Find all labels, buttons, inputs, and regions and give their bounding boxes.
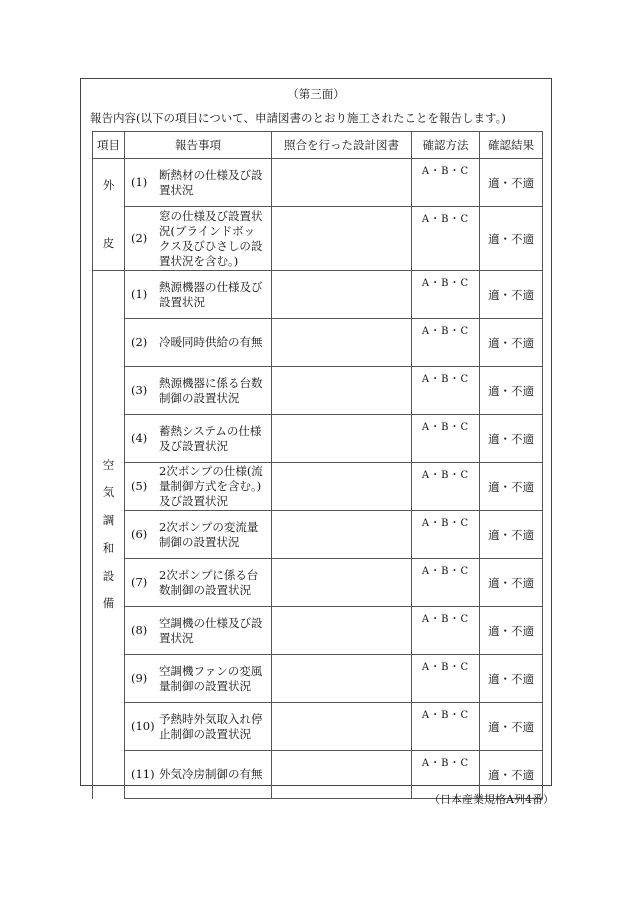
result-options[interactable]: 適・不適 [480, 703, 543, 751]
item-number: (9) [131, 671, 148, 685]
sheet-title: （第三面） [287, 87, 345, 101]
item-text: 2次ポンプの変流量制御の設置状況 [159, 519, 259, 549]
method-options[interactable]: A・B・C [412, 703, 480, 751]
design-doc-field[interactable] [272, 703, 412, 751]
table-row [93, 367, 543, 415]
design-doc-field[interactable] [272, 367, 412, 415]
design-doc-field[interactable] [272, 655, 412, 703]
table-row [93, 703, 543, 751]
item-text: 外気冷房制御の有無 [159, 767, 263, 781]
item-cell [125, 655, 272, 703]
header-result: 確認結果 [480, 132, 543, 159]
item-cell [125, 511, 272, 559]
result-options[interactable]: 適・不適 [480, 271, 543, 319]
item-number: (5) [131, 479, 148, 493]
design-doc-field[interactable] [272, 415, 412, 463]
method-options[interactable]: A・B・C [412, 655, 480, 703]
table-row [93, 207, 543, 271]
item-number: (11) [131, 767, 155, 781]
method-options[interactable]: A・B・C [412, 271, 480, 319]
table-row [93, 607, 543, 655]
result-options[interactable]: 適・不適 [480, 319, 543, 367]
item-cell [125, 159, 272, 207]
result-options[interactable]: 適・不適 [480, 655, 543, 703]
item-cell [125, 559, 272, 607]
header-category: 項目 [93, 132, 125, 159]
report-table [92, 131, 543, 799]
result-options[interactable]: 適・不適 [480, 367, 543, 415]
table-row [93, 463, 543, 511]
form-frame [80, 78, 552, 786]
table-row [93, 655, 543, 703]
category-char: 和 [102, 540, 115, 555]
item-text: 冷暖同時供給の有無 [159, 335, 263, 349]
intro-text: 報告内容(以下の項目について、申請図書のとおり施工されたことを報告します。) [90, 111, 506, 125]
category-char: 皮 [102, 236, 115, 250]
design-doc-field[interactable] [272, 463, 412, 511]
result-options[interactable]: 適・不適 [480, 159, 543, 207]
design-doc-field[interactable] [272, 559, 412, 607]
design-doc-field[interactable] [272, 751, 412, 799]
table-row [93, 511, 543, 559]
item-cell [125, 703, 272, 751]
result-options[interactable]: 適・不適 [480, 207, 543, 271]
paper-size-note: （日本産業規格A列4番） [429, 793, 554, 806]
design-doc-field[interactable] [272, 271, 412, 319]
category-char: 外 [102, 177, 115, 192]
item-cell [125, 367, 272, 415]
item-text: 窓の仕様及び設置状況(ブラインドボックス及びひさしの設置状況を含む。) [159, 208, 263, 268]
method-options[interactable]: A・B・C [412, 559, 480, 607]
table-header-row [93, 132, 543, 159]
header-item: 報告事項 [125, 132, 272, 159]
item-text: 蓄熱システムの仕様及び設置状況 [159, 423, 262, 453]
item-cell [125, 319, 272, 367]
item-cell [125, 463, 272, 511]
design-doc-field[interactable] [272, 207, 412, 271]
category-char: 空 [102, 457, 115, 472]
item-number: (7) [131, 575, 148, 589]
method-options[interactable]: A・B・C [412, 207, 480, 271]
item-number: (10) [131, 719, 155, 733]
item-text: 2次ポンプの仕様(流量制御方式を含む。)及び設置状況 [159, 464, 263, 508]
category-char: 設 [102, 568, 115, 583]
item-cell [125, 207, 272, 271]
result-options[interactable]: 適・不適 [480, 463, 543, 511]
item-cell [125, 751, 272, 799]
category-cell-envelope [93, 159, 125, 271]
item-number: (2) [131, 335, 148, 349]
method-options[interactable]: A・B・C [412, 367, 480, 415]
item-cell [125, 415, 272, 463]
table-row [93, 319, 543, 367]
item-number: (2) [131, 231, 148, 245]
item-text: 空調機の仕様及び設置状況 [159, 615, 263, 645]
item-text: 熱源機器に係る台数制御の設置状況 [159, 375, 263, 405]
table-row [93, 271, 543, 319]
design-doc-field[interactable] [272, 607, 412, 655]
header-design-doc: 照合を行った設計図書 [272, 132, 412, 159]
result-options[interactable]: 適・不適 [480, 607, 543, 655]
design-doc-field[interactable] [272, 319, 412, 367]
item-number: (4) [131, 431, 148, 445]
method-options[interactable]: A・B・C [412, 463, 480, 511]
method-options[interactable]: A・B・C [412, 751, 480, 799]
category-char: 備 [102, 596, 115, 611]
result-options[interactable]: 適・不適 [480, 511, 543, 559]
method-options[interactable]: A・B・C [412, 415, 480, 463]
item-cell [125, 607, 272, 655]
method-options[interactable]: A・B・C [412, 607, 480, 655]
item-number: (1) [131, 175, 148, 189]
design-doc-field[interactable] [272, 511, 412, 559]
item-text: 2次ポンプに係る台数制御の設置状況 [159, 567, 259, 597]
table-row [93, 415, 543, 463]
method-options[interactable]: A・B・C [412, 319, 480, 367]
item-number: (3) [131, 383, 148, 397]
table-row [93, 159, 543, 207]
item-text: 予熱時外気取入れ停止制御の設置状況 [159, 711, 263, 741]
table-row [93, 559, 543, 607]
item-number: (1) [131, 287, 148, 301]
item-text: 断熱材の仕様及び設置状況 [159, 167, 263, 197]
item-number: (8) [131, 623, 148, 637]
result-options[interactable]: 適・不適 [480, 559, 543, 607]
item-text: 熱源機器の仕様及び設置状況 [159, 279, 263, 309]
method-options[interactable]: A・B・C [412, 159, 480, 207]
method-options[interactable]: A・B・C [412, 511, 480, 559]
category-char: 気 [102, 485, 115, 500]
category-cell-air-conditioning [93, 271, 125, 799]
design-doc-field[interactable] [272, 159, 412, 207]
item-text: 空調機ファンの変風量制御の設置状況 [159, 663, 263, 693]
category-char: 調 [102, 513, 115, 528]
item-cell [125, 271, 272, 319]
item-number: (6) [131, 527, 148, 541]
header-method: 確認方法 [412, 132, 480, 159]
result-options[interactable]: 適・不適 [480, 415, 543, 463]
result-options[interactable]: 適・不適 [480, 751, 543, 799]
